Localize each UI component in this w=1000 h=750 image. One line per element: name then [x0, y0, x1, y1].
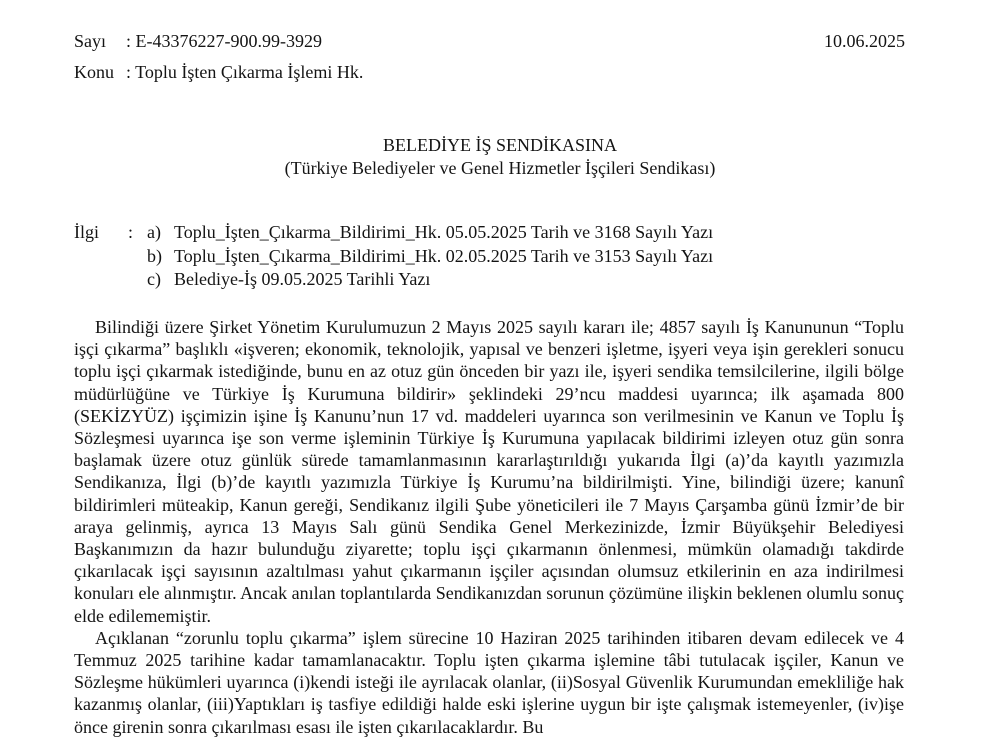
reference-colon: :: [128, 222, 134, 242]
body-paragraph-2: Açıklanan “zorunlu toplu çıkarma” işlem sürecine 10 Haziran 2025 tarihinden itibaren devam edilecek ve 4 Temmuz 2025 tarihine kadar tamamlanacaktır. Toplu işten çıkarma işlemine tâbi tutulacak işçiler, Kanun ve Sözleşme hükümleri uyarınca (i)kendi isteği ile ayrılacak olanlar, (ii)Sosyal Güvenlik Kurumundan emekliliğe hak kazanmış olanlar, (iii)Yaptıkları iş tasfiye edildiği halde eski işlerine uygun bir işte çalışmak istemeyenler, (iv)işe önce girenin sonra çıkarılması esası ile işten çıkarılacaklardır. Bu: [74, 627, 904, 737]
reference-letter: b): [147, 245, 162, 266]
konu-label: Konu: [74, 62, 114, 82]
reference-item-b: [147, 245, 713, 269]
letter-body: [74, 316, 904, 738]
konu-row: [74, 61, 363, 83]
sayi-label: Sayı: [74, 31, 107, 51]
sayi-row: [74, 30, 322, 52]
konu-value: : Toplu İşten Çıkarma İşlemi Hk.: [126, 62, 364, 82]
recipient-title: BELEDİYE İŞ SENDİKASINA: [383, 135, 617, 155]
reference-list: [147, 221, 713, 292]
document-date: 10.06.2025: [824, 31, 905, 51]
sayi-value: : E-43376227-900.99-3929: [126, 31, 322, 51]
reference-item-a: [147, 221, 713, 245]
reference-text: Toplu_İşten_Çıkarma_Bildirimi_Hk. 02.05.2025 Tarih ve 3153 Sayılı Yazı: [174, 245, 714, 266]
reference-text: Belediye-İş 09.05.2025 Tarihli Yazı: [174, 269, 431, 289]
reference-letter: c): [147, 269, 161, 289]
recipient-subtitle: (Türkiye Belediyeler ve Genel Hizmetler İşçileri Sendikası): [284, 158, 716, 178]
reference-item-c: [147, 268, 713, 292]
reference-letter: a): [147, 222, 161, 242]
body-paragraph-1: Bilindiği üzere Şirket Yönetim Kurulumuzun 2 Mayıs 2025 sayılı kararı ile; 4857 sayılı İş Kanununun “Toplu işçi çıkarma” başlıklı «işveren; ekonomik, teknolojik, yapısal ve benzeri işletme, işyeri veya işin gerekleri sonucu toplu işçi çıkarmak istediğinde, bunu en az otuz gün önceden bir yazı ile, işyeri sendika temsilcilerine, ilgili bölge müdürlüğüne ve Türkiye İş Kurumuna bildirir» şeklindeki 29’ncu maddesi uyarınca; ilk aşamada 800 (SEKİZYÜZ) işçimizin işine İş Kanunu’nun 17 vd. maddeleri uyarınca son verilmesinin ve Kanun ve Toplu İş Sözleşmesi uyarınca işe son verme işleminin Türkiye İş Kurumuna yapılacak bildirimi izleyen otuz gün sonra başlamak üzere otuz günlük sürede tamamlanmasının kararlaştırıldığı yukarıda İlgi (a)’da kayıtlı yazımızla Sendikanıza, İlgi (b)’de kayıtlı yazımızla Türkiye İş Kurumu’na bildirilmişti. Yine, bilindiği üzere; kanunî bildirimleri müteakip, Kanun gereği, Sendikanız ilgili Şube yöneticileri ile 7 Mayıs Çarşamba günü İzmir’de bir araya gelinmiş, ayrıca 13 Mayıs Salı günü Sendika Genel Merkezinizde, İzmir Büyükşehir Belediyesi Başkanımızın da hazır bulunduğu ziyarette; toplu işçi çıkarmanın önlenmesi, mümkün olamadığı takdirde çıkarılacak işçi sayısının azaltılması yahut çıkarmanın işçiler açısından olumsuz etkilerinin en aza indirilmesi konuları ele alınmıştır. Ancak anılan toplantılarda Sendikanızdan sorunun çözümüne ilişkin beklenen olumlu sonuç elde edilememiştir.: [74, 317, 904, 626]
reference-label: İlgi: [74, 222, 99, 242]
reference-text: Toplu_İşten_Çıkarma_Bildirimi_Hk. 05.05.2025 Tarih ve 3168 Sayılı Yazı: [174, 222, 714, 242]
